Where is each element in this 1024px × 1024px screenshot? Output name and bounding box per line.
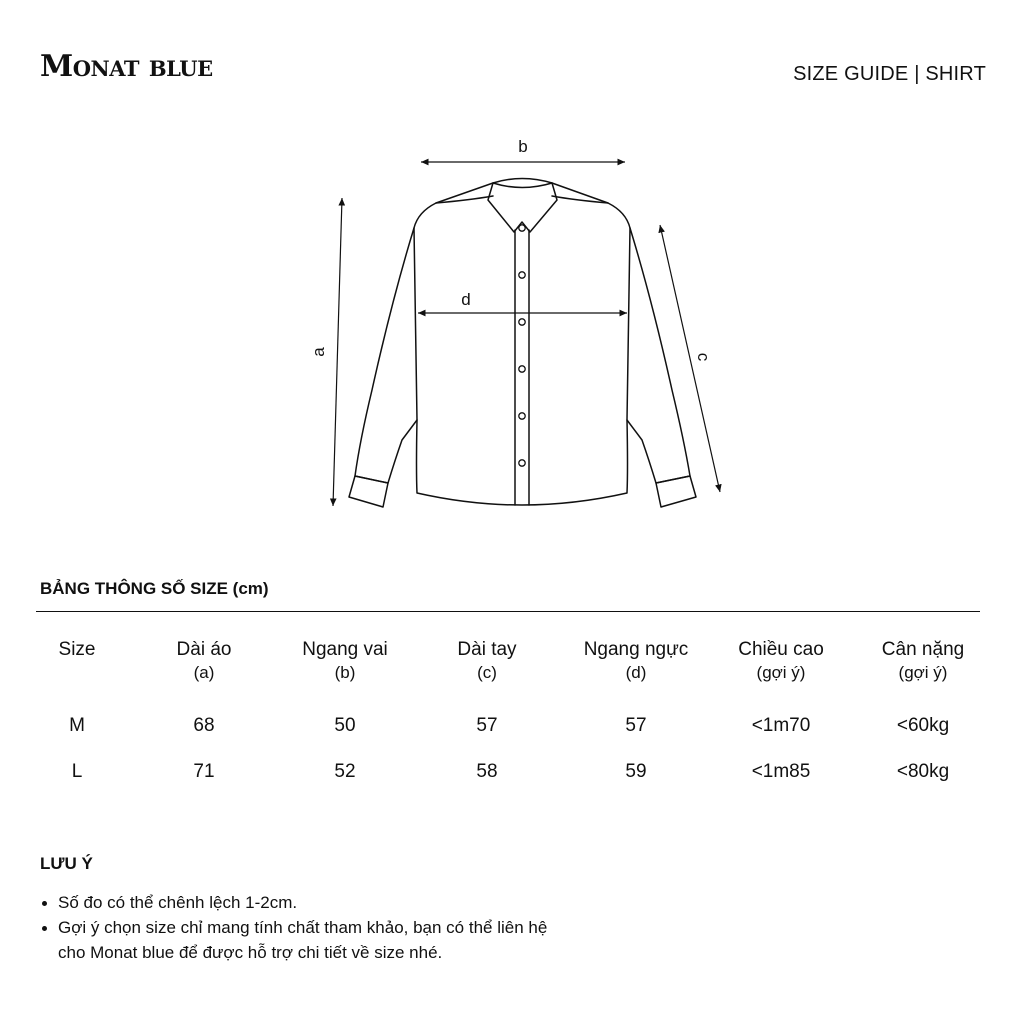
table-cell: 71 [193,761,215,782]
size-table-title: BẢNG THÔNG SỐ SIZE (cm) [40,579,269,598]
list-item: Gợi ý chọn size chỉ mang tính chất tham khảo, bạn có thể liên hệ cho Monat blue để được hỗ trợ chi tiết về size nhé. [40,915,560,965]
shirt-buttons [519,225,525,466]
table-cell: 58 [476,761,498,782]
header-sleeve: Dài tay (c) [457,639,517,682]
table-row [0,759,1024,785]
table-cell: <1m85 [751,761,811,782]
page-title: SIZE GUIDE | SHIRT [793,63,986,85]
label-b: b [518,137,528,156]
table-cell: <80kg [896,761,950,782]
table-cell: 52 [334,761,356,782]
table-cell: L [71,761,83,782]
header-weight: Cân nặng (gợi ý) [881,639,965,682]
table-cell: <60kg [896,715,950,736]
table-cell: 57 [476,715,498,736]
label-a: a [309,347,328,357]
header-size: Size [58,639,96,660]
label-d: d [461,290,471,309]
divider [36,611,980,612]
header-length: Dài áo (a) [176,639,232,682]
table-cell: 68 [193,715,215,736]
table-row [0,713,1024,739]
header-shoulder: Ngang vai (b) [302,639,388,682]
label-c: c [694,352,713,362]
list-item: Số đo có thể chênh lệch 1-2cm. [40,890,560,915]
table-cell: 59 [625,761,647,782]
header-chest: Ngang ngực (d) [583,639,689,682]
table-cell: <1m70 [751,715,811,736]
header-height: Chiều cao (gợi ý) [738,639,824,682]
table-cell: M [69,715,85,736]
notes-list [40,890,560,965]
measure-a-arrow [333,198,342,506]
brand-logo: Monat blue [40,49,213,84]
notes-title: LƯU Ý [40,854,93,873]
table-cell: 57 [625,715,647,736]
table-cell: 50 [334,715,356,736]
